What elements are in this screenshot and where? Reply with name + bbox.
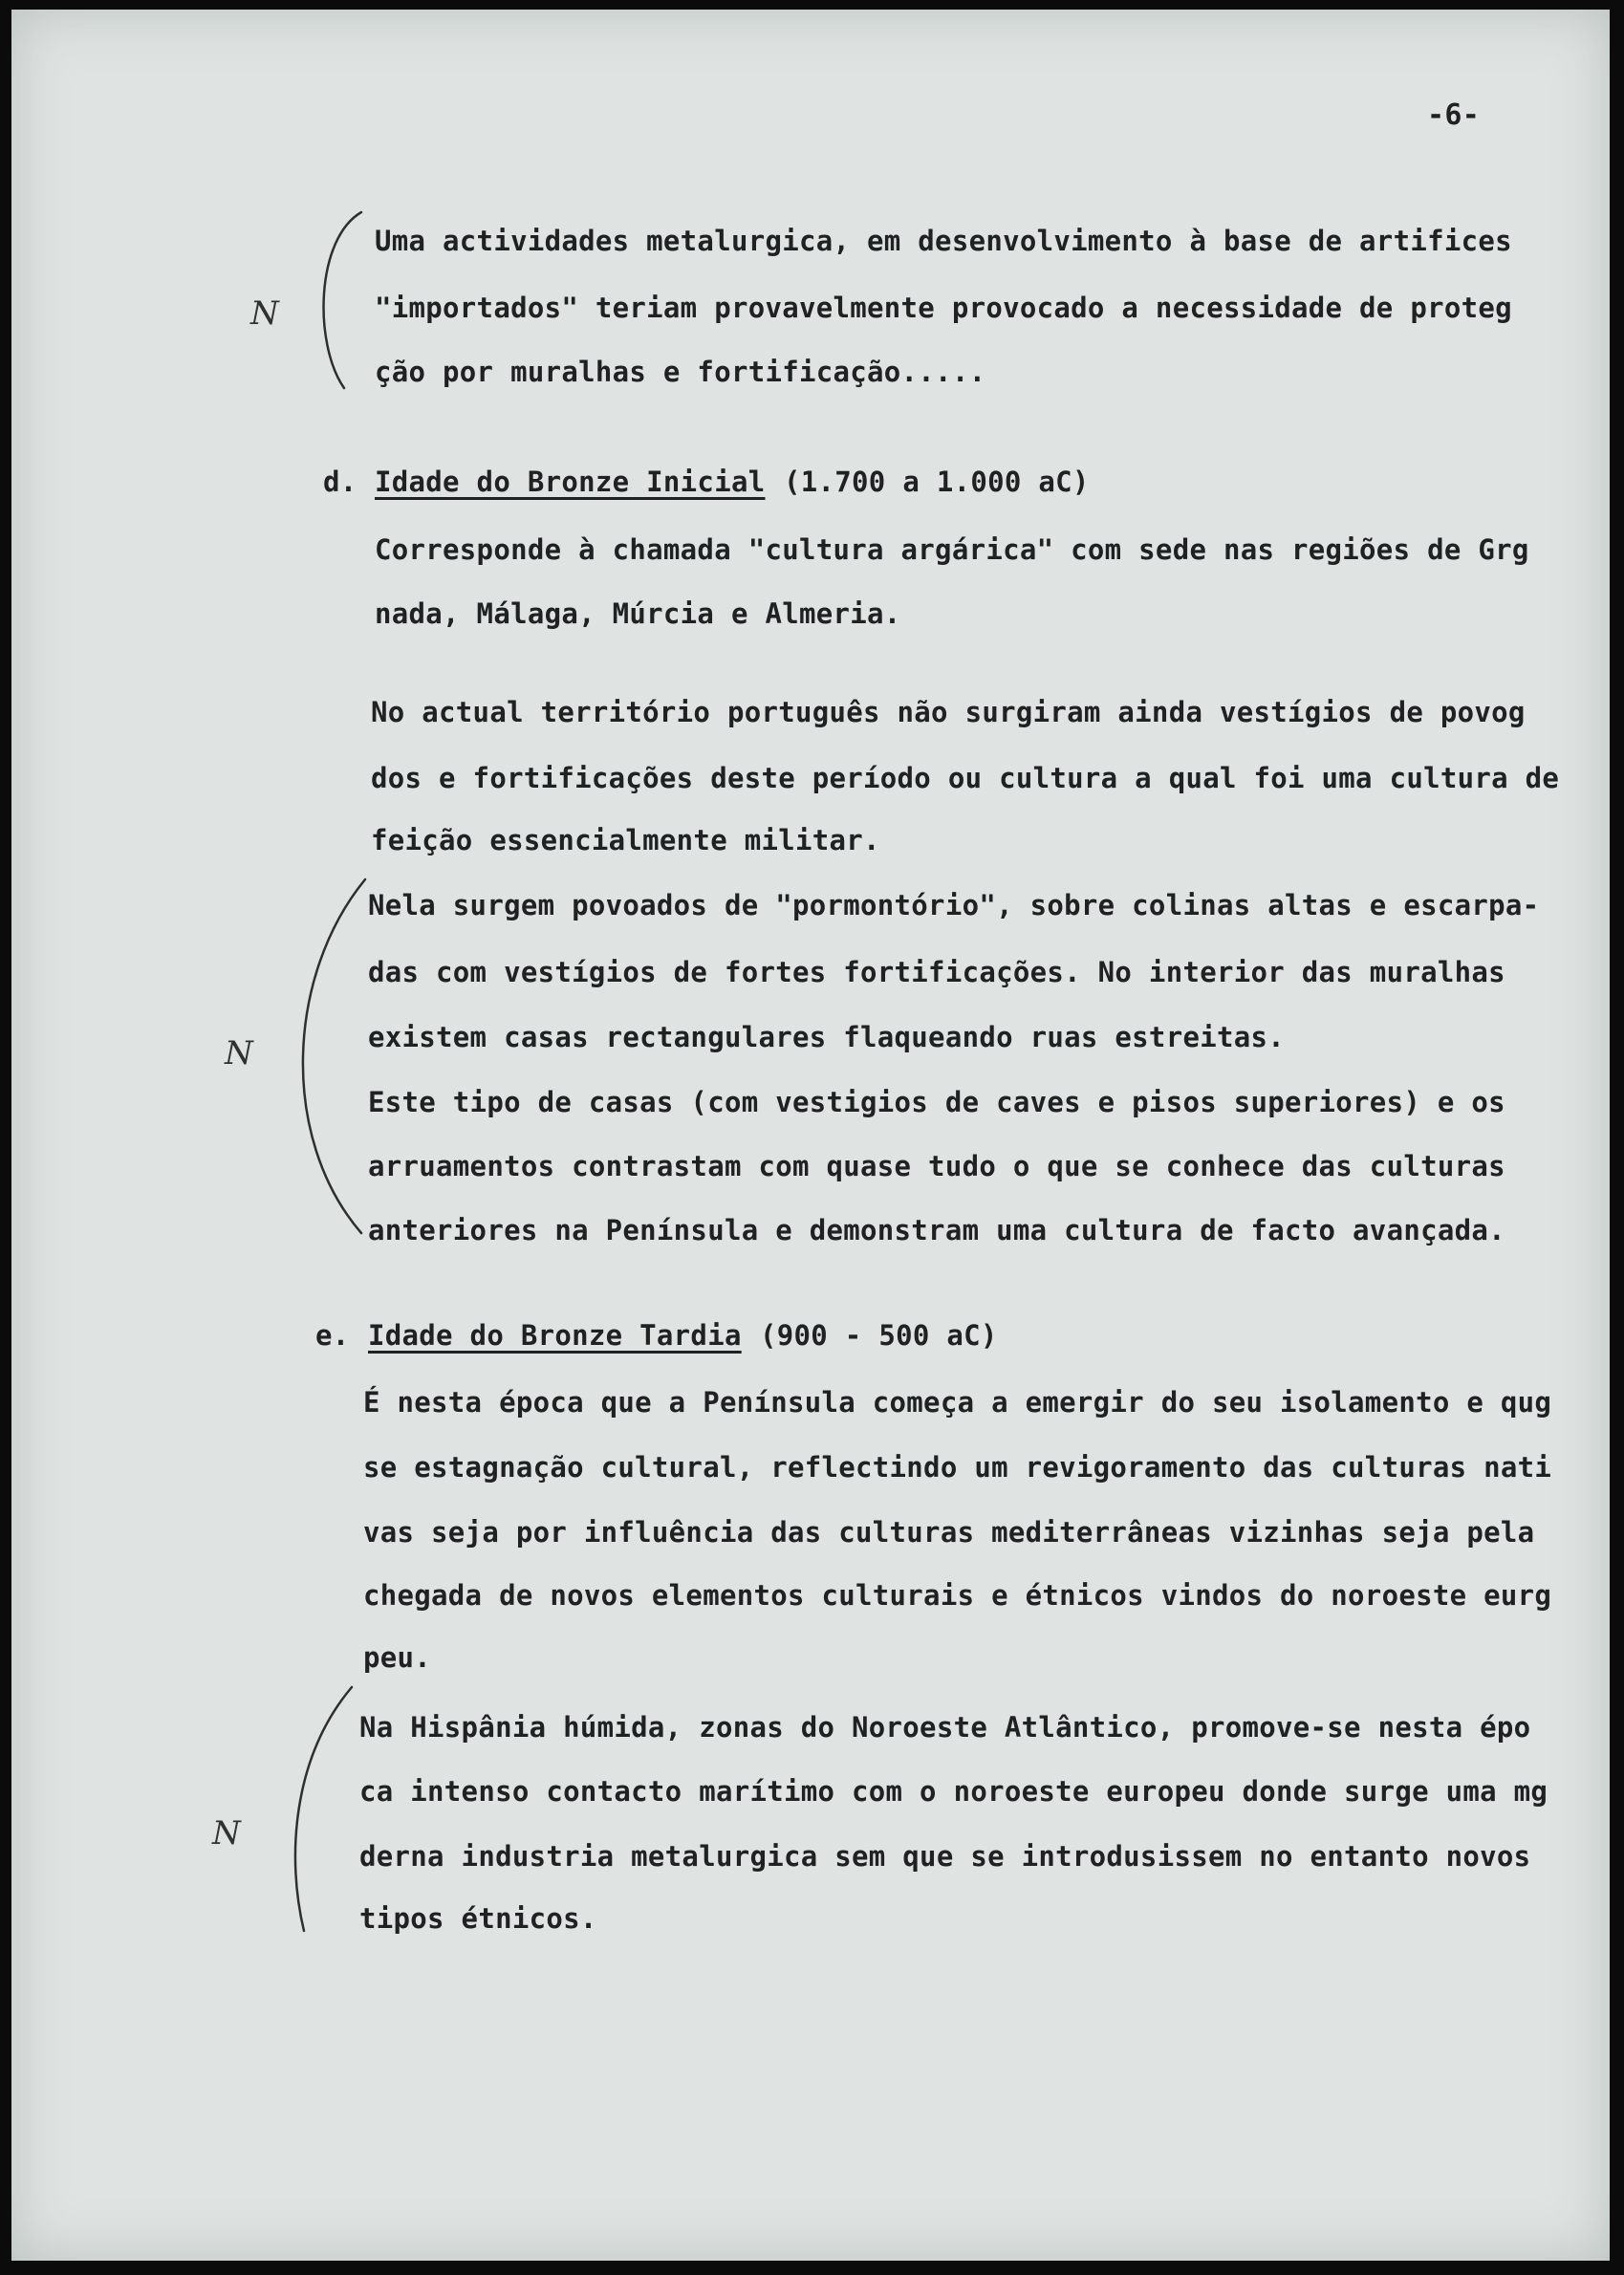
- section-e-line-3: vas seja por influência das culturas mediterrâneas vizinhas seja pela: [363, 1516, 1535, 1549]
- p6-line-2: ca intenso contacto marítimo com o noroeste europeu donde surge uma mg: [359, 1775, 1548, 1808]
- bracket-1: [324, 212, 361, 388]
- p6-line-3: derna industria metalurgica sem que se introdusissem no entanto novos: [359, 1840, 1531, 1873]
- page-number: -6-: [1427, 98, 1481, 132]
- p4-line-5: arruamentos contrastam com quase tudo o que se conhece das culturas: [368, 1150, 1505, 1182]
- section-d-line-1: Corresponde à chamada "cultura argárica" com sede nas regiões de Grg: [375, 533, 1529, 566]
- section-d-period: (1.700 a 1.000 aC): [784, 466, 1090, 498]
- section-e-line-1: É nesta época que a Península começa a emergir do seu isolamento e qug: [363, 1386, 1552, 1419]
- section-d-number: d.: [323, 466, 357, 498]
- bracket-2: [303, 879, 365, 1233]
- section-d-line-2: nada, Málaga, Múrcia e Almeria.: [375, 597, 901, 630]
- section-e-number: e.: [315, 1319, 350, 1352]
- section-e-line-4: chegada de novos elementos culturais e étnicos vindos do noroeste eurg: [363, 1579, 1552, 1612]
- p6-line-1: Na Hispânia húmida, zonas do Noroeste Atlântico, promove-se nesta épo: [359, 1711, 1531, 1744]
- bracket-3: [295, 1687, 352, 1931]
- p4-line-6: anteriores na Península e demonstram uma cultura de facto avançada.: [368, 1214, 1505, 1246]
- margin-mark-1: N: [250, 294, 279, 333]
- p4-line-4: Este tipo de casas (com vestigios de caves e pisos superiores) e os: [368, 1086, 1505, 1118]
- p6-line-4: tipos étnicos.: [359, 1902, 597, 1935]
- section-e-line-5: peu.: [363, 1641, 432, 1674]
- p1-line-1: Uma actividades metalurgica, em desenvolvimento à base de artifices: [375, 225, 1512, 257]
- p4-line-2: das com vestígios de fortes fortificações. No interior das muralhas: [368, 956, 1505, 988]
- p4-line-3: existem casas rectangulares flaqueando ruas estreitas.: [368, 1021, 1286, 1053]
- section-e-line-2: se estagnação cultural, reflectindo um revigoramento das culturas nati: [363, 1451, 1552, 1484]
- margin-mark-3: N: [212, 1814, 241, 1852]
- p4-line-1: Nela surgem povoados de "pormontório", sobre colinas altas e escarpa-: [368, 889, 1540, 921]
- p1-line-3: ção por muralhas e fortificação.....: [375, 356, 986, 388]
- p3-line-3: feição essencialmente militar.: [371, 824, 880, 856]
- p3-line-1: No actual território português não surgiram ainda vestígios de povog: [371, 696, 1526, 728]
- section-e-heading: Idade do Bronze Tardia: [368, 1319, 742, 1352]
- p3-line-2: dos e fortificações deste período ou cultura a qual foi uma cultura de: [371, 762, 1560, 794]
- section-e-period: (900 - 500 aC): [760, 1319, 998, 1352]
- section-d-heading: Idade do Bronze Inicial: [375, 466, 766, 498]
- p1-line-2: "importados" teriam provavelmente provocado a necessidade de proteg: [375, 292, 1512, 324]
- margin-mark-2: N: [225, 1034, 253, 1072]
